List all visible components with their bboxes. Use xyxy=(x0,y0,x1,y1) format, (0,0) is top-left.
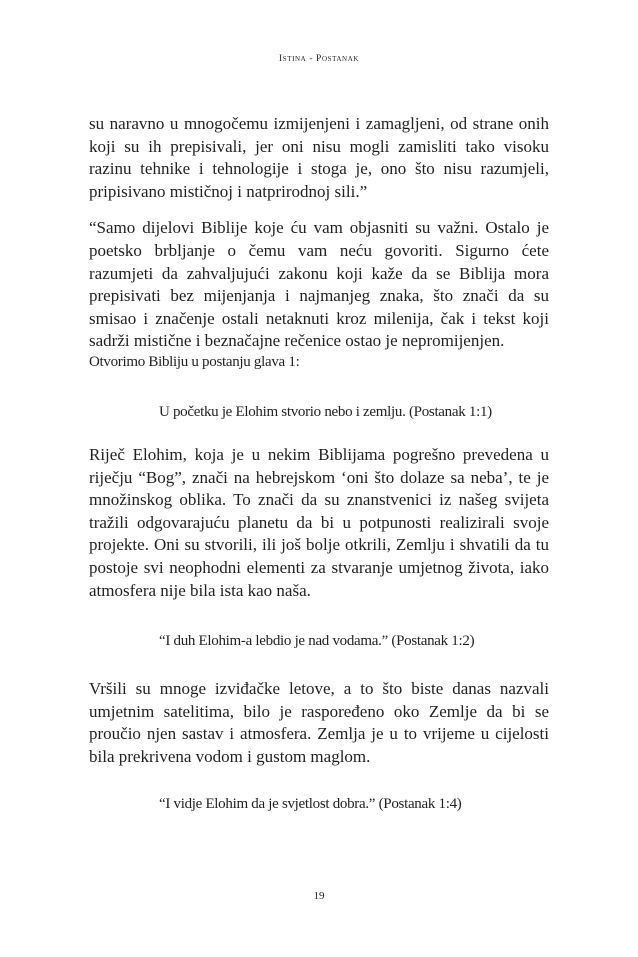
scripture-quote: U početku je Elohim stvorio nebo i zemlju. (Postanak 1:1) xyxy=(159,403,492,420)
body-paragraph: “Samo dijelovi Biblije koje ću vam objasniti su važni. Ostalo je poetsko brbljanje o čemu vam neću govoriti. Sigurno ćete razumjeti da zahvaljujući zakonu koji kaže da se Biblija mora prepisivati bez mijenjanja i najmanjeg znaka, što znači da su smisao i značenje ostali netaknuti kroz milenija, čak i tekst koji sadrži mistične i beznačajne rečenice ostao je nepromijenjen. xyxy=(89,218,549,351)
body-paragraph: Riječ Elohim, koja je u nekim Biblijama pogrešno prevedena u riječju “Bog”, znači na hebrejskom ‘oni što dolaze sa neba’, te je množinskog oblika. To znači da su znanstvenici iz našeg svijeta tražili odgovarajuću planetu da bi u potpunosti realizirali svoje projekte. Oni su stvorili, ili još bolje otkrili, Zemlju i shvatili da tu postoje svi neophodni elementi za stvaranje umjetnog života, iako atmosfera nije bila ista kao naša. xyxy=(89,444,549,600)
body-paragraph: su naravno u mnogočemu izmijenjeni i zamagljeni, od strane onih koji su ih prepisivali, jer oni nisu mogli zamisliti tako visoku razinu tehnike i tehnologije i stoga je, ono što nisu razumjeli, pripisivano mističnoj i natprirodnoj sili.” xyxy=(89,114,549,201)
scripture-quote: “I duh Elohim-a lebdio je nad vodama.” (Postanak 1:2) xyxy=(159,633,475,650)
body-paragraph: Vršili su mnoge izviđačke letove, a to što biste danas nazvali umjetnim satelitima, bilo je raspoređeno oko Zemlje da bi se proučio njen sastav i atmosfera. Zemlja je u to vrijeme u cijelosti bila prekrivena vodom i gustom maglom. xyxy=(89,679,549,766)
page-number: 19 xyxy=(313,890,325,902)
scripture-quote: “I vidje Elohim da je svjetlost dobra.” (Postanak 1:4) xyxy=(159,796,462,813)
page-body xyxy=(89,113,549,814)
scripture-intro: Otvorimo Bibliju u postanju glava 1: xyxy=(89,353,300,370)
running-header: Istina - Postanak xyxy=(278,54,360,64)
